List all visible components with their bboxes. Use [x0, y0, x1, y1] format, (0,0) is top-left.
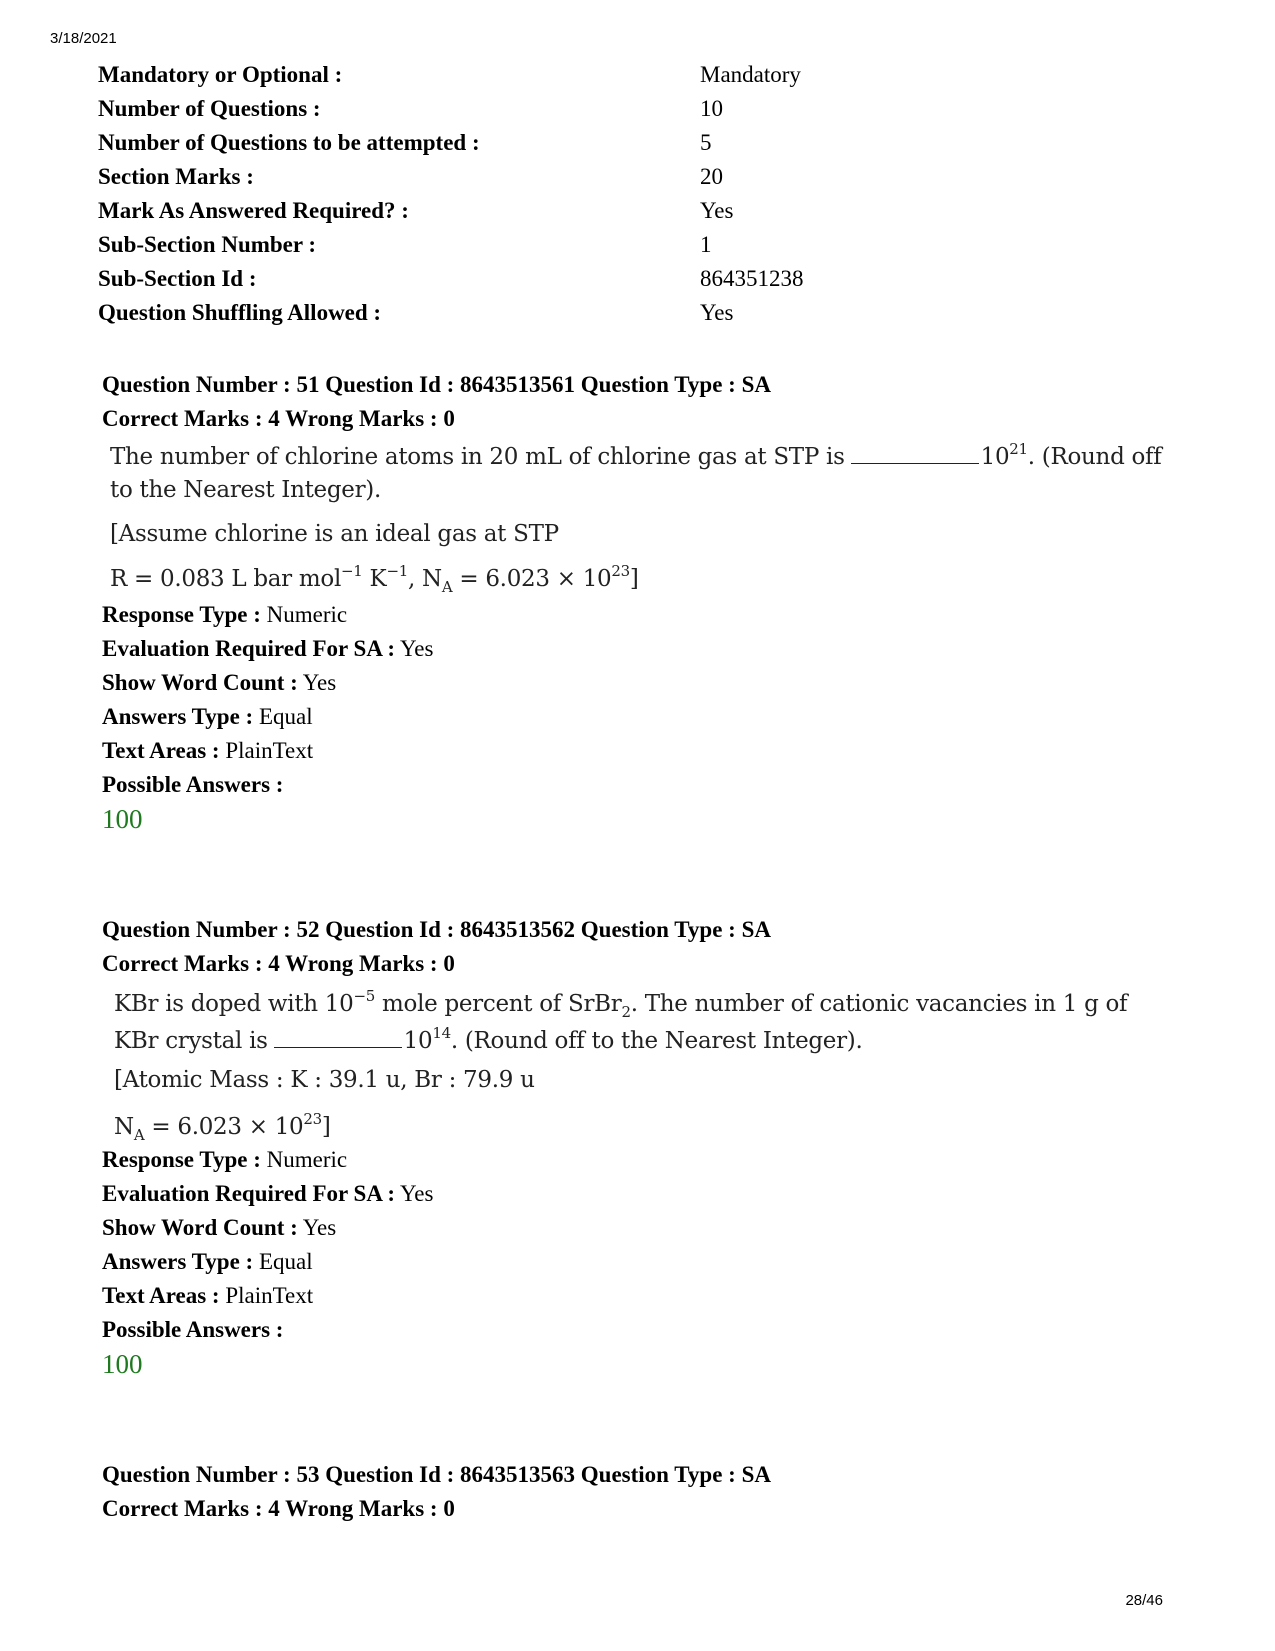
- question-meta: [102, 1143, 433, 1381]
- section-info-label: Mark As Answered Required? :: [98, 198, 409, 223]
- print-date: 3/18/2021: [50, 30, 117, 47]
- section-info-row: [98, 126, 858, 160]
- meta-row: Text Areas : PlainText: [102, 738, 314, 763]
- possible-answer: 100: [102, 804, 143, 834]
- meta-row: Response Type : Numeric: [102, 602, 348, 627]
- answer-blank: [274, 1025, 402, 1048]
- question-header: Question Number : 52 Question Id : 8643513562 Question Type : SA: [102, 917, 771, 942]
- section-info-value: 20: [700, 164, 723, 189]
- meta-row: Answers Type : Equal: [102, 1249, 313, 1274]
- stem-line: [Assume chlorine is an ideal gas at STP: [110, 521, 559, 547]
- question-meta: [102, 598, 433, 836]
- page-number: 28/46: [1125, 1592, 1163, 1609]
- question-marks: Correct Marks : 4 Wrong Marks : 0: [102, 951, 455, 976]
- section-info-value: 10: [700, 96, 723, 121]
- meta-row: Show Word Count : Yes: [102, 670, 337, 695]
- stem-line: KBr crystal is $10^{14}$. (Round off to the Nearest Integer).: [114, 1024, 863, 1054]
- section-info-row: [98, 296, 858, 330]
- section-info-value: Yes: [700, 300, 734, 325]
- section-info-label: Number of Questions to be attempted :: [98, 130, 480, 155]
- question-marks: Correct Marks : 4 Wrong Marks : 0: [102, 406, 455, 431]
- question-51: [102, 368, 1202, 834]
- section-info-value: 1: [700, 232, 712, 257]
- stem-line: The number of chlorine atoms in 20 mL of chlorine gas at STP is $10^{21}$. (Round off: [110, 440, 1162, 470]
- section-info-label: Number of Questions :: [98, 96, 321, 121]
- possible-answer: 100: [102, 1349, 143, 1379]
- section-info-label: Sub-Section Number :: [98, 232, 317, 257]
- meta-row: Evaluation Required For SA : Yes: [102, 636, 434, 661]
- section-info-row: [98, 160, 858, 194]
- stem-line: R = 0.083 L bar mol$^{-1}$ $K^{-1}$, $N_A = 6.023 \times 10^{23}$]: [110, 562, 639, 596]
- meta-row: Evaluation Required For SA : Yes: [102, 1181, 434, 1206]
- meta-row: Text Areas : PlainText: [102, 1283, 314, 1308]
- meta-row: Response Type : Numeric: [102, 1147, 348, 1172]
- question-52: [102, 913, 1202, 1379]
- section-info-label: Mandatory or Optional :: [98, 62, 343, 87]
- section-info-row: [98, 194, 858, 228]
- meta-row: Show Word Count : Yes: [102, 1215, 337, 1240]
- section-info-label: Sub-Section Id :: [98, 266, 257, 291]
- stem-line: to the Nearest Integer).: [110, 477, 381, 503]
- question-marks: Correct Marks : 4 Wrong Marks : 0: [102, 1496, 455, 1521]
- section-info-row: [98, 262, 858, 296]
- meta-row: Answers Type : Equal: [102, 704, 313, 729]
- section-info-value: Yes: [700, 198, 734, 223]
- question-53: [102, 1458, 1202, 1526]
- stem-line: $N_A = 6.023 \times 10^{23}$]: [114, 1110, 331, 1144]
- question-header: Question Number : 51 Question Id : 8643513561 Question Type : SA: [102, 372, 771, 397]
- section-info-value: 864351238: [700, 266, 804, 291]
- section-info-table: [98, 58, 858, 330]
- question-header: Question Number : 53 Question Id : 8643513563 Question Type : SA: [102, 1462, 771, 1487]
- section-info-label: Question Shuffling Allowed :: [98, 300, 382, 325]
- section-info-label: Section Marks :: [98, 164, 254, 189]
- possible-answers-label: Possible Answers :: [102, 1317, 284, 1342]
- section-info-row: [98, 92, 858, 126]
- section-info-value: Mandatory: [700, 62, 801, 87]
- stem-line: [Atomic Mass : K : 39.1 u, Br : 79.9 u: [114, 1067, 535, 1093]
- section-info-row: [98, 58, 858, 92]
- section-info-row: [98, 228, 858, 262]
- answer-blank: [851, 441, 979, 464]
- section-info-value: 5: [700, 130, 712, 155]
- possible-answers-label: Possible Answers :: [102, 772, 284, 797]
- stem-line: KBr is doped with $10^{-5}$ mole percent of SrBr$_2$. The number of cationic vacancies in 1 g of: [114, 987, 1128, 1021]
